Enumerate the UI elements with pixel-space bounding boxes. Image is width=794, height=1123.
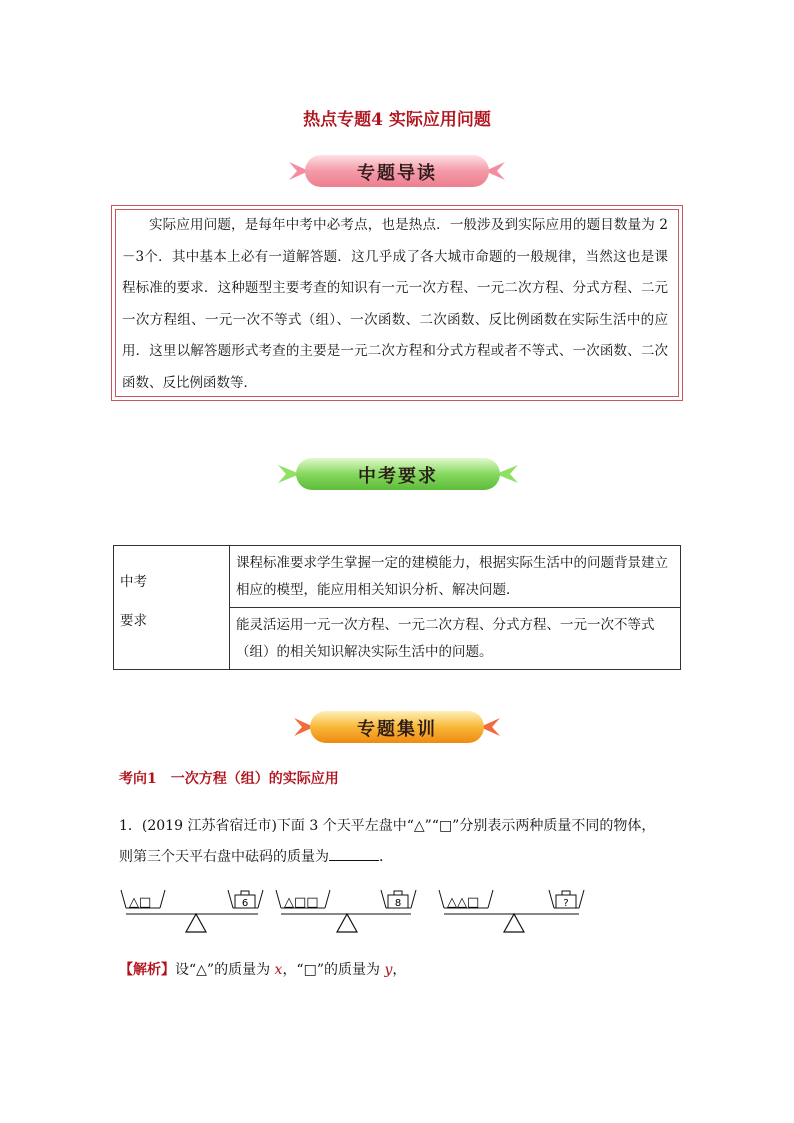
requirements-table	[113, 545, 681, 670]
requirements-label-line1: 中考	[120, 574, 147, 590]
training-banner	[292, 708, 502, 746]
problem-1-line2-text: 则第三个天平右盘中砝码的质量为	[119, 849, 329, 865]
balance-3-left: △△□	[447, 895, 480, 910]
analysis-line	[119, 959, 406, 979]
analysis-tag: 【解析】	[119, 962, 175, 978]
balance-3	[439, 890, 584, 932]
requirements-row2: 能灵活运用一元一次方程、一元二次方程、分式方程、一元一次不等式（组）的相关知识解决实际生活中的问题。	[230, 608, 681, 670]
analysis-var-y: y	[384, 962, 393, 978]
training-banner-label: 专题集训	[357, 719, 437, 740]
page-title: 热点专题4 实际应用问题	[303, 110, 491, 130]
balance-1-weight: 6	[241, 898, 249, 909]
intro-banner	[287, 152, 507, 190]
intro-box	[111, 205, 683, 401]
balance-2-left: △□□	[284, 895, 319, 910]
section-heading: 考向1 一次方程（组）的实际应用	[119, 771, 339, 787]
problem-1-line2	[119, 842, 679, 873]
problem-1-line1: 1．(2019 江苏省宿迁市)下面 3 个天平左盘中“△”“□”分别表示两种质量不同的物体，	[119, 818, 656, 834]
problem-1-line2-end: ．	[379, 849, 393, 865]
requirements-label-cell	[114, 546, 230, 670]
intro-banner-label: 专题导读	[357, 163, 437, 184]
requirements-row1: 课程标准要求学生掌握一定的建模能力，根据实际生活中的问题背景建立相应的模型，能应用相关知识分析、解决问题．	[230, 546, 681, 608]
intro-text: 实际应用问题，是每年中考中必考点，也是热点．一般涉及到实际应用的题目数量为 2－3个．其中基本上必有一道解答题．这几乎成了各大城市命题的一般规律，当然这也是课程标准的要求．这种题型主要考查的知识有一元一次方程、一元二次方程、分式方程、二元一次方程组、一元一次不等式（组）、一次函数、二次函数、反比例函数在实际生活中的应用．这里以解答题形式考查的主要是一元二次方程和分式方程或者不等式、一次函数、二次函数、反比例函数等．	[122, 217, 668, 391]
answer-blank	[329, 846, 379, 861]
balance-2	[276, 890, 416, 932]
requirements-banner	[276, 455, 520, 493]
analysis-text-a: 设“△”的质量为	[175, 962, 275, 978]
analysis-var-x: x	[274, 962, 283, 978]
analysis-text-b: ，“□”的质量为	[282, 962, 385, 978]
balance-1	[121, 890, 263, 932]
balance-2-weight: 8	[394, 898, 402, 909]
balance-1-left: △□	[129, 895, 152, 910]
requirements-banner-label: 中考要求	[358, 466, 438, 487]
analysis-text-c: ，	[392, 962, 407, 978]
balances-figure	[118, 886, 618, 946]
balance-3-weight: ?	[563, 898, 569, 909]
requirements-label-line2: 要求	[120, 613, 147, 629]
problem-1	[119, 811, 679, 873]
